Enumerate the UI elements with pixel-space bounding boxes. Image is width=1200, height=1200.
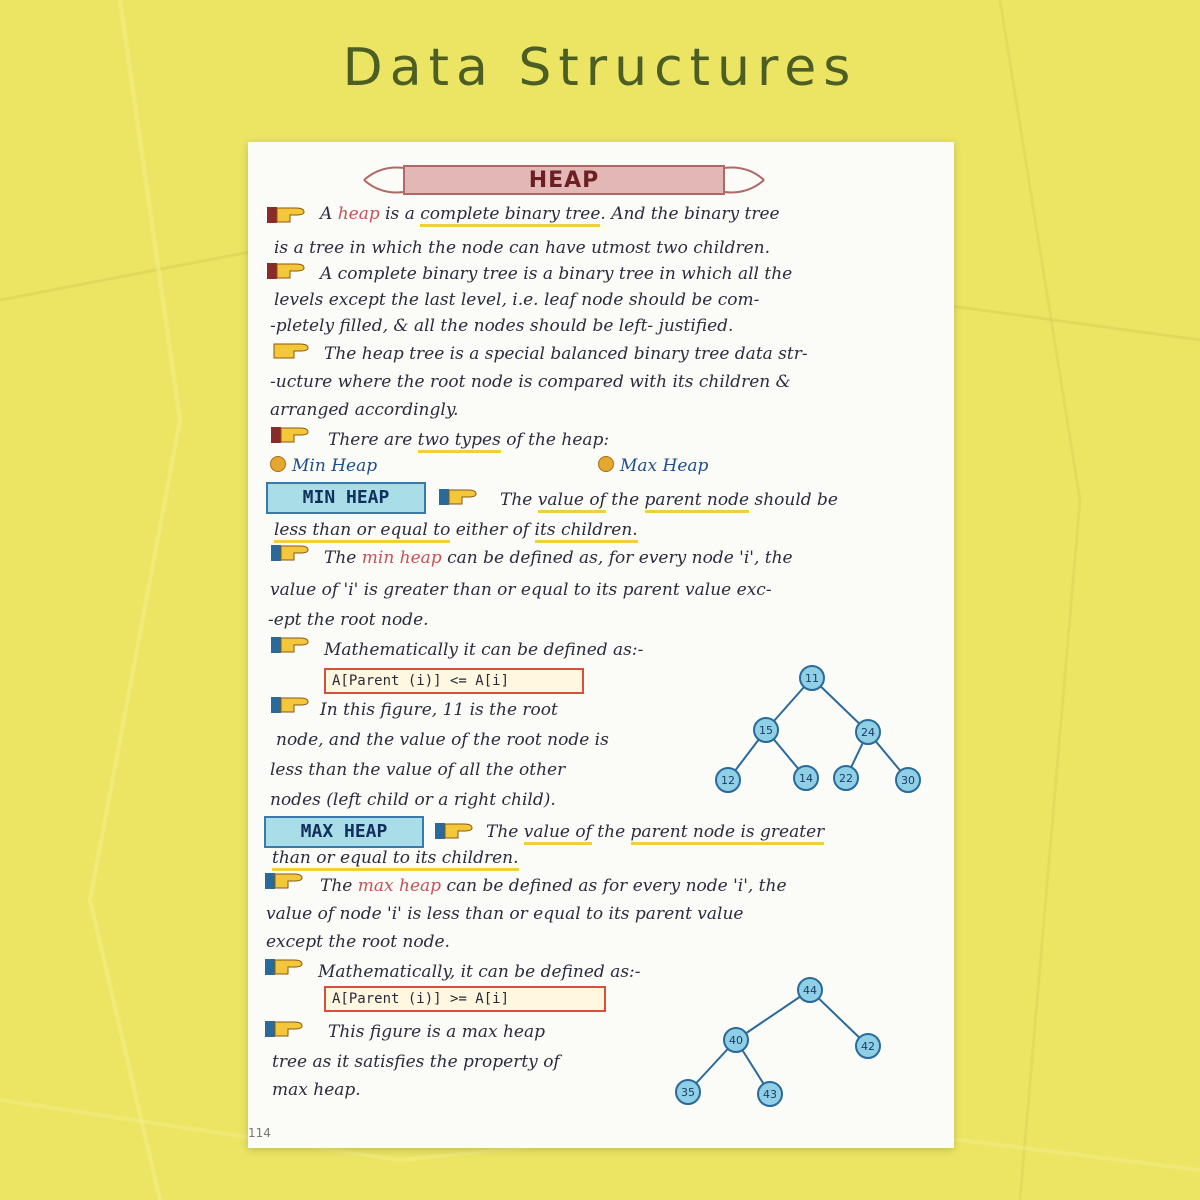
tree-node-label: 12 xyxy=(721,774,735,787)
tree-node-label: 14 xyxy=(799,772,813,785)
types-text: of the heap: xyxy=(506,430,610,450)
min-def-line: value of 'i' is greater than or equal to its parent value exc- xyxy=(270,580,772,600)
pointing-hand-icon xyxy=(434,820,476,842)
min-heap-tree-diagram xyxy=(708,662,948,802)
type-min-heap: Min Heap xyxy=(292,456,378,476)
pointing-hand-icon xyxy=(264,870,306,892)
tree-node-label: 30 xyxy=(901,774,915,787)
intro-text: . And the binary tree xyxy=(600,204,780,224)
min-def-text: The xyxy=(324,548,357,568)
tree-node-label: 44 xyxy=(803,984,817,997)
complete-line: -pletely filled, & all the nodes should be left- justified. xyxy=(270,316,734,336)
intro-text: A xyxy=(320,204,333,224)
pointing-hand-icon xyxy=(266,260,308,282)
max-heap-label: MAX HEAP xyxy=(264,816,424,848)
intro-text: is a xyxy=(385,204,415,224)
max-fig-line: This figure is a max heap xyxy=(328,1022,545,1042)
max-def-line: except the root node. xyxy=(266,932,450,952)
pointing-hand-icon xyxy=(264,1018,306,1040)
note-title: HEAP xyxy=(528,168,600,193)
pointing-hand-icon xyxy=(270,424,312,446)
tree-node-label: 24 xyxy=(861,726,875,739)
term-max-heap: max heap xyxy=(357,876,442,896)
min-fig-line: node, and the value of the root node is xyxy=(276,730,609,750)
tree-node-label: 15 xyxy=(759,724,773,737)
max-text: the xyxy=(597,822,626,842)
heap-tree-line: The heap tree is a special balanced binary tree data str- xyxy=(324,344,808,364)
term-complete-binary-tree: complete binary tree xyxy=(420,204,600,227)
pointing-hand-icon xyxy=(270,634,312,656)
min-def-line: -ept the root node. xyxy=(268,610,429,630)
pointing-hand-icon xyxy=(438,486,480,508)
tree-node-label: 42 xyxy=(861,1040,875,1053)
term-parent-node-is-greater: parent node is greater xyxy=(631,822,825,845)
min-def-text: can be defined as, for every node 'i', the xyxy=(447,548,793,568)
min-heap-label: MIN HEAP xyxy=(266,482,426,514)
min-text: the xyxy=(611,490,640,510)
bullet-dot-icon xyxy=(598,456,614,472)
tree-node-label: 22 xyxy=(839,772,853,785)
term-than-or-equal: than or equal to its children. xyxy=(272,848,519,871)
type-max-heap: Max Heap xyxy=(620,456,709,476)
max-def-text: can be defined as for every node 'i', the xyxy=(446,876,787,896)
types-text: There are xyxy=(328,430,413,450)
term-value-of: value of xyxy=(538,490,606,513)
tree-node-label: 40 xyxy=(729,1034,743,1047)
max-heap-formula: A[Parent (i)] >= A[i] xyxy=(324,986,606,1012)
pointing-hand-icon xyxy=(264,956,306,978)
term-its-children: its children. xyxy=(535,520,638,543)
min-math-line: Mathematically it can be defined as:- xyxy=(324,640,644,660)
intro-line: is a tree in which the node can have utmost two children. xyxy=(274,238,771,258)
page-heading: Data Structures xyxy=(342,38,858,98)
min-text: The xyxy=(500,490,533,510)
term-less-or-equal: less than or equal to xyxy=(274,520,450,543)
min-fig-line: less than the value of all the other xyxy=(270,760,566,780)
heap-tree-line: arranged accordingly. xyxy=(270,400,459,420)
max-heap-tree-diagram xyxy=(668,972,928,1112)
pointing-hand-icon xyxy=(266,204,308,226)
pointing-hand-icon xyxy=(270,694,312,716)
min-fig-line: nodes (left child or a right child). xyxy=(270,790,556,810)
max-def-line: value of node 'i' is less than or equal to its parent value xyxy=(266,904,744,924)
min-text: should be xyxy=(754,490,838,510)
max-math-line: Mathematically, it can be defined as:- xyxy=(318,962,641,982)
term-two-types: two types xyxy=(418,430,501,453)
complete-line: A complete binary tree is a binary tree in which all the xyxy=(320,264,793,284)
pointing-hand-icon xyxy=(270,542,312,564)
term-parent-node: parent node xyxy=(645,490,750,513)
max-text: The xyxy=(486,822,519,842)
max-def-text: The xyxy=(320,876,353,896)
max-fig-line: max heap. xyxy=(272,1080,361,1100)
heap-tree-line: -ucture where the root node is compared with its children & xyxy=(270,372,791,392)
max-fig-line: tree as it satisfies the property of xyxy=(272,1052,560,1072)
term-value-of: value of xyxy=(524,822,592,845)
pointing-hand-icon xyxy=(270,340,312,362)
term-min-heap: min heap xyxy=(361,548,442,568)
min-text: either of xyxy=(455,520,530,540)
tree-node-label: 11 xyxy=(805,672,819,685)
term-heap: heap xyxy=(337,204,380,224)
min-fig-line: In this figure, 11 is the root xyxy=(320,700,558,720)
tree-node-label: 35 xyxy=(681,1086,695,1099)
tree-node-label: 43 xyxy=(763,1088,777,1101)
complete-line: levels except the last level, i.e. leaf node should be com- xyxy=(274,290,760,310)
min-heap-formula: A[Parent (i)] <= A[i] xyxy=(324,668,584,694)
corner-mark: 114 xyxy=(248,1126,271,1140)
handwritten-note-sheet xyxy=(248,142,954,1148)
bullet-dot-icon xyxy=(270,456,286,472)
